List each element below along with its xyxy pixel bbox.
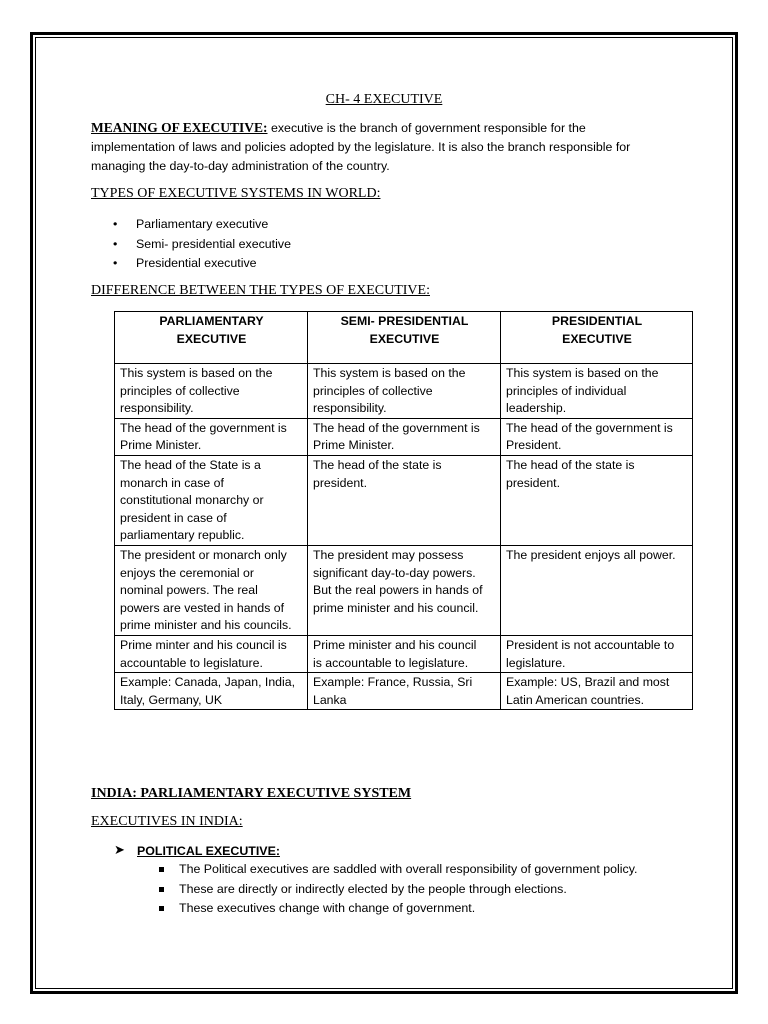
table-cell: The president may possess significant day-to-day powers. But the real powers in hands of prime minister and his council. xyxy=(308,545,501,635)
political-points-list xyxy=(157,860,697,919)
table-row xyxy=(115,418,693,455)
table-cell: The head of the State is a monarch in case of constitutional monarchy or president in case of parliamentary republic. xyxy=(115,455,308,545)
executive-comparison-table xyxy=(114,311,693,710)
list-item: These executives change with change of government. xyxy=(157,899,697,919)
bullet-icon: • xyxy=(113,236,118,251)
types-list xyxy=(91,215,591,274)
bullet-icon: • xyxy=(113,217,118,231)
list-item: These are directly or indirectly elected by the people through elections. xyxy=(157,880,697,900)
header-parliamentary: PARLIAMENTARY EXECUTIVE xyxy=(115,312,308,364)
meaning-paragraph xyxy=(91,118,691,176)
difference-heading: DIFFERENCE BETWEEN THE TYPES OF EXECUTIVE: xyxy=(91,283,430,298)
table-row xyxy=(115,545,693,635)
table-cell: This system is based on the principles of collective responsibility. xyxy=(308,364,501,419)
square-bullet-icon xyxy=(159,887,164,892)
list-item: • Semi- presidential executive xyxy=(91,235,591,255)
table-row xyxy=(115,364,693,419)
table-row xyxy=(115,635,693,672)
table-cell: Example: Canada, Japan, India, Italy, Germany, UK xyxy=(115,673,308,710)
executives-heading: EXECUTIVES IN INDIA: xyxy=(91,814,243,829)
table-row xyxy=(115,455,693,545)
table-cell: The head of the government is President. xyxy=(501,418,693,455)
india-heading: INDIA: PARLIAMENTARY EXECUTIVE SYSTEM xyxy=(91,786,412,801)
arrow-bullet-icon: ➤ xyxy=(114,842,125,857)
table-row xyxy=(115,673,693,710)
table-cell: The head of the government is Prime Minister. xyxy=(308,418,501,455)
table-cell: Prime minter and his council is accountable to legislature. xyxy=(115,635,308,672)
table-cell: The head of the state is president. xyxy=(308,455,501,545)
table-cell: The head of the government is Prime Minister. xyxy=(115,418,308,455)
table-cell: Example: US, Brazil and most Latin American countries. xyxy=(501,673,693,710)
table-cell: The president or monarch only enjoys the ceremonial or nominal powers. The real powers are vested in hands of prime minister and his councils. xyxy=(115,545,308,635)
square-bullet-icon xyxy=(159,906,164,911)
types-heading: TYPES OF EXECUTIVE SYSTEMS IN WORLD: xyxy=(91,186,381,201)
table-cell: President is not accountable to legislature. xyxy=(501,635,693,672)
table-cell: The head of the state is president. xyxy=(501,455,693,545)
table-cell: Prime minister and his council is accountable to legislature. xyxy=(308,635,501,672)
table-cell: The president enjoys all power. xyxy=(501,545,693,635)
political-executive-label: POLITICAL EXECUTIVE: xyxy=(137,844,280,858)
square-bullet-icon xyxy=(159,867,164,872)
table-cell: This system is based on the principles of individual leadership. xyxy=(501,364,693,419)
meaning-lead: MEANING OF EXECUTIVE: xyxy=(91,120,268,135)
table-header-row xyxy=(115,312,693,364)
bullet-icon: • xyxy=(113,256,118,270)
header-presidential: PRESIDENTIAL EXECUTIVE xyxy=(501,312,693,364)
meaning-line-2: implementation of laws and policies adopted by the legislature. It is also the branch responsible for xyxy=(91,140,631,154)
list-item: • Presidential executive xyxy=(91,254,591,274)
table-cell: Example: France, Russia, Sri Lanka xyxy=(308,673,501,710)
meaning-line-3: managing the day-to-day administration of the country. xyxy=(91,159,390,173)
list-item: The Political executives are saddled with overall responsibility of government policy. xyxy=(157,860,697,880)
chapter-title: CH- 4 EXECUTIVE xyxy=(325,92,443,107)
table-cell: This system is based on the principles of collective responsibility. xyxy=(115,364,308,419)
document-body xyxy=(91,92,691,176)
table-body xyxy=(115,364,693,710)
list-item: • Parliamentary executive xyxy=(91,215,591,235)
meaning-line-1: executive is the branch of government responsible for the xyxy=(270,121,586,135)
header-semi-presidential: SEMI- PRESIDENTIAL EXECUTIVE xyxy=(308,312,501,364)
